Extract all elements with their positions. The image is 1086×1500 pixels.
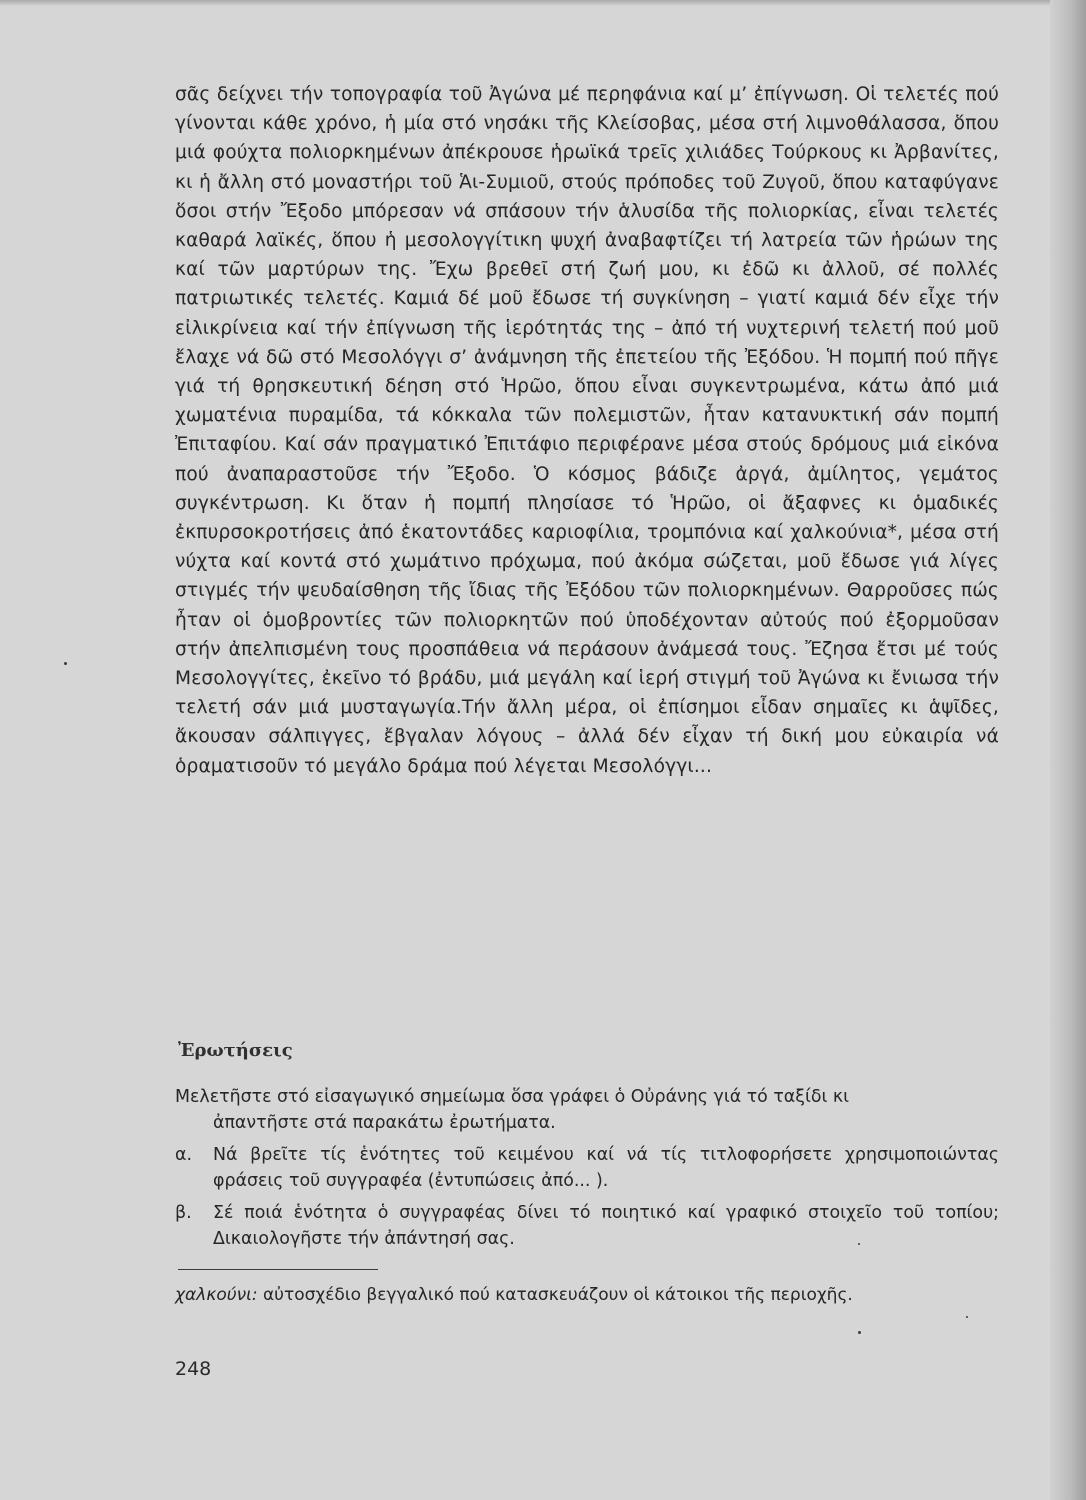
scan-speck: [966, 1316, 968, 1318]
body-paragraph: σᾶς δείχνει τήν τοπογραφία τοῦ Ἀγώνα μέ περηφάνια καί μ’ ἐπίγνωση. Οἱ τελετές πού γίνονται κάθε χρόνο, ἡ μία στό νησάκι τῆς Κλείσοβας, μέσα στή λιμνοθάλασσα, ὅπου μιά φούχτα πολιορκημένων ἀπέκρουσε ἡρωϊκά τρεῖς χιλιάδες Τούρκους κι Ἀρβανίτες, κι ἡ ἄλλη στό μοναστήρι τοῦ Ἁι-Συμιοῦ, στούς πρόποδες τοῦ Ζυγοῦ, ὅπου καταφύγανε ὅσοι στήν Ἔξοδο μπόρεσαν νά σπάσουν τήν ἁλυσίδα τῆς πολιορκίας, εἶναι τελετές καθαρά λαϊκές, ὅπου ἡ μεσολογγίτικη ψυχή ἀναβαφτίζει τή λατρεία τῶν ἡρώων της καί τῶν μαρτύρων της. Ἔχω βρεθεῖ στή ζωή μου, κι ἐδῶ κι ἀλλοῦ, σέ πολλές πατριωτικές τελετές. Καμιά δέ μοῦ ἔδωσε τή συγκίνηση – γιατί καμιά δέν εἶχε τήν εἰλικρίνεια καί τήν ἐπίγνωση τῆς ἱερότητάς της – ἀπό τή νυχτερινή τελετή πού μοῦ ἔλαχε νά δῶ στό Μεσολόγγι σ’ ἀνάμνηση τῆς ἐπετείου τῆς Ἐξόδου. Ἡ πομπή πού πῆγε γιά τή θρησκευτική δέηση στό Ἡρῶο, ὅπου εἶναι συγκεντρωμένα, κάτω ἀπό μιά χωματένια πυραμίδα, τά κόκκαλα τῶν πολεμιστῶν, ἦταν κατανυκτική σάν πομπή Ἐπιταφίου. Καί σάν πραγματικό Ἐπιτάφιο περιφέρανε μέσα στούς δρόμους μιά εἰκόνα πού ἀναπαραστοῦσε τήν Ἔξοδο. Ὁ κόσμος βάδιζε ἀργά, ἀμίλητος, γεμάτος συγκέντρωση. Κι ὅταν ἡ πομπή πλησίασε τό Ἡρῶο, οἱ ἄξαφνες κι ὁμαδικές ἐκπυρσοκροτήσεις ἀπό ἑκατοντάδες καριοφίλια, τρομπόνια καί χαλκούνια*, μέσα στή νύχτα καί κοντά στό χωμάτινο πρόχωμα, πού ἀκόμα σώζεται, μοῦ ἔδωσε γιά λίγες στιγμές τήν ψευδαίσθηση τῆς ἴδιας τῆς Ἐξόδου τῶν πολιορκημένων. Θαρροῦσες πώς ἦταν οἱ ὁμοβροντίες τῶν πολιορκητῶν πού ὑποδέχονταν αὐτούς πού ἐξορμοῦσαν στήν ἀπελπισμένη τους προσπάθεια νά περάσουν ἀνάμεσά τους. Ἔζησα ἔτσι μέ τούς Μεσολογγίτες, ἐκεῖνο τό βράδυ, μιά μεγάλη καί ἱερή στιγμή τοῦ Ἀγώνα κι ἔνιωσα τήν τελετή σάν μιά μυσταγωγία.Τήν ἄλλη μέρα, οἱ ἐπίσημοι εἶδαν σημαῖες κι ἁψῖδες, ἄκουσαν σάλπιγγες, ἔβγαλαν λόγους – ἀλλά δέν εἶχαν τή δική μου εὐκαιρία νά ὁραματισοῦν τό μεγάλο δράμα πού λέγεται Μεσολόγγι...: [175, 84, 999, 777]
scan-speck: [64, 662, 67, 665]
questions-heading: Ἐρωτήσεις: [178, 1040, 293, 1061]
questions-intro-line2: ἀπαντῆστε στά παρακάτω ἐρωτήματα.: [213, 1113, 556, 1133]
question-marker: α.: [175, 1145, 192, 1165]
footnote-divider: [178, 1269, 378, 1270]
scan-edge-shadow: [1050, 0, 1086, 1500]
scan-top-shadow: [0, 0, 1086, 6]
footnote-definition: αὐτοσχέδιο βεγγαλικό πού κατασκευάζουν οἱ κάτοικοι τῆς περιοχῆς.: [262, 1285, 853, 1305]
body-text: [175, 80, 999, 781]
page-number: 248: [175, 1358, 212, 1380]
question-marker: β.: [175, 1203, 192, 1223]
footnote-term: χαλκούνι:: [175, 1285, 258, 1305]
questions-intro: [175, 1084, 999, 1136]
footnote: [175, 1282, 1005, 1308]
scan-speck: [858, 1331, 861, 1334]
scan-speck: [858, 1243, 860, 1245]
question-item: [175, 1200, 999, 1252]
questions-intro-line1: Μελετῆστε στό εἰσαγωγικό σημείωμα ὅσα γράφει ὁ Οὐράνης γιά τό ταξίδι κι: [175, 1087, 850, 1107]
question-text: Νά βρεῖτε τίς ἑνότητες τοῦ κειμένου καί νά τίς τιτλοφορήσετε χρησιμοποιώντας φράσεις τοῦ συγγραφέα (ἐντυπώσεις ἀπό... ).: [213, 1145, 999, 1191]
question-text: Σέ ποιά ἑνότητα ὁ συγγραφέας δίνει τό ποιητικό καί γραφικό στοιχεῖο τοῦ τοπίου; Δικαιολογῆστε τήν ἀπάντησή σας.: [213, 1203, 999, 1249]
question-item: [175, 1142, 999, 1194]
